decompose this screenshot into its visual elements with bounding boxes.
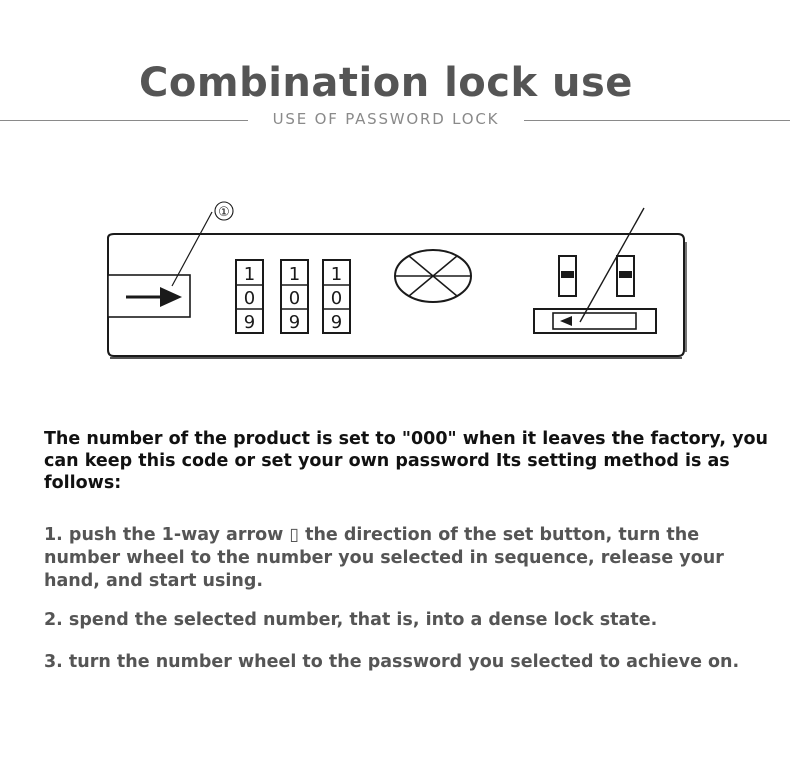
page-title: Combination lock use: [139, 60, 633, 106]
number-wheel-2: [281, 260, 308, 333]
page-subtitle: USE OF PASSWORD LOCK: [272, 110, 500, 128]
instruction-step-1: 1. push the 1-way arrow ▯ the direction of the set button, turn the number wheel to the number you selected in sequence, release your hand, and start using.: [44, 525, 724, 591]
instruction-step-3: 3. turn the number wheel to the password you selected to achieve on.: [44, 652, 740, 672]
wheel-digit: 1: [243, 264, 256, 285]
number-wheel-3: [323, 260, 350, 333]
wheel-digit: 0: [288, 288, 301, 309]
instruction-step-2: 2. spend the selected number, that is, into a dense lock state.: [44, 610, 658, 630]
subtitle-row: [0, 110, 790, 132]
number-wheel-1: [236, 260, 263, 333]
wheel-digit: 9: [288, 312, 301, 333]
callout-label: ①: [218, 205, 230, 220]
lock-spoke-wheel-icon: [395, 250, 471, 302]
wheel-digit: 1: [330, 264, 343, 285]
wheel-digit: 9: [330, 312, 343, 333]
release-slider: [534, 309, 656, 333]
wheel-digit: 9: [243, 312, 256, 333]
wheel-digit: 0: [330, 288, 343, 309]
latch-slot-left: [559, 256, 576, 296]
subtitle-divider-right: [524, 120, 790, 121]
lock-body-outline: [108, 234, 684, 356]
wheel-digit: 0: [243, 288, 256, 309]
lock-diagram: [0, 190, 790, 380]
subtitle-divider-left: [0, 120, 248, 121]
wheel-digit: 1: [288, 264, 301, 285]
intro-paragraph: The number of the product is set to "000" when it leaves the factory, you can keep this code or set your own password Its setting method is as follows:: [44, 429, 768, 493]
latch-slot-right: [617, 256, 634, 296]
